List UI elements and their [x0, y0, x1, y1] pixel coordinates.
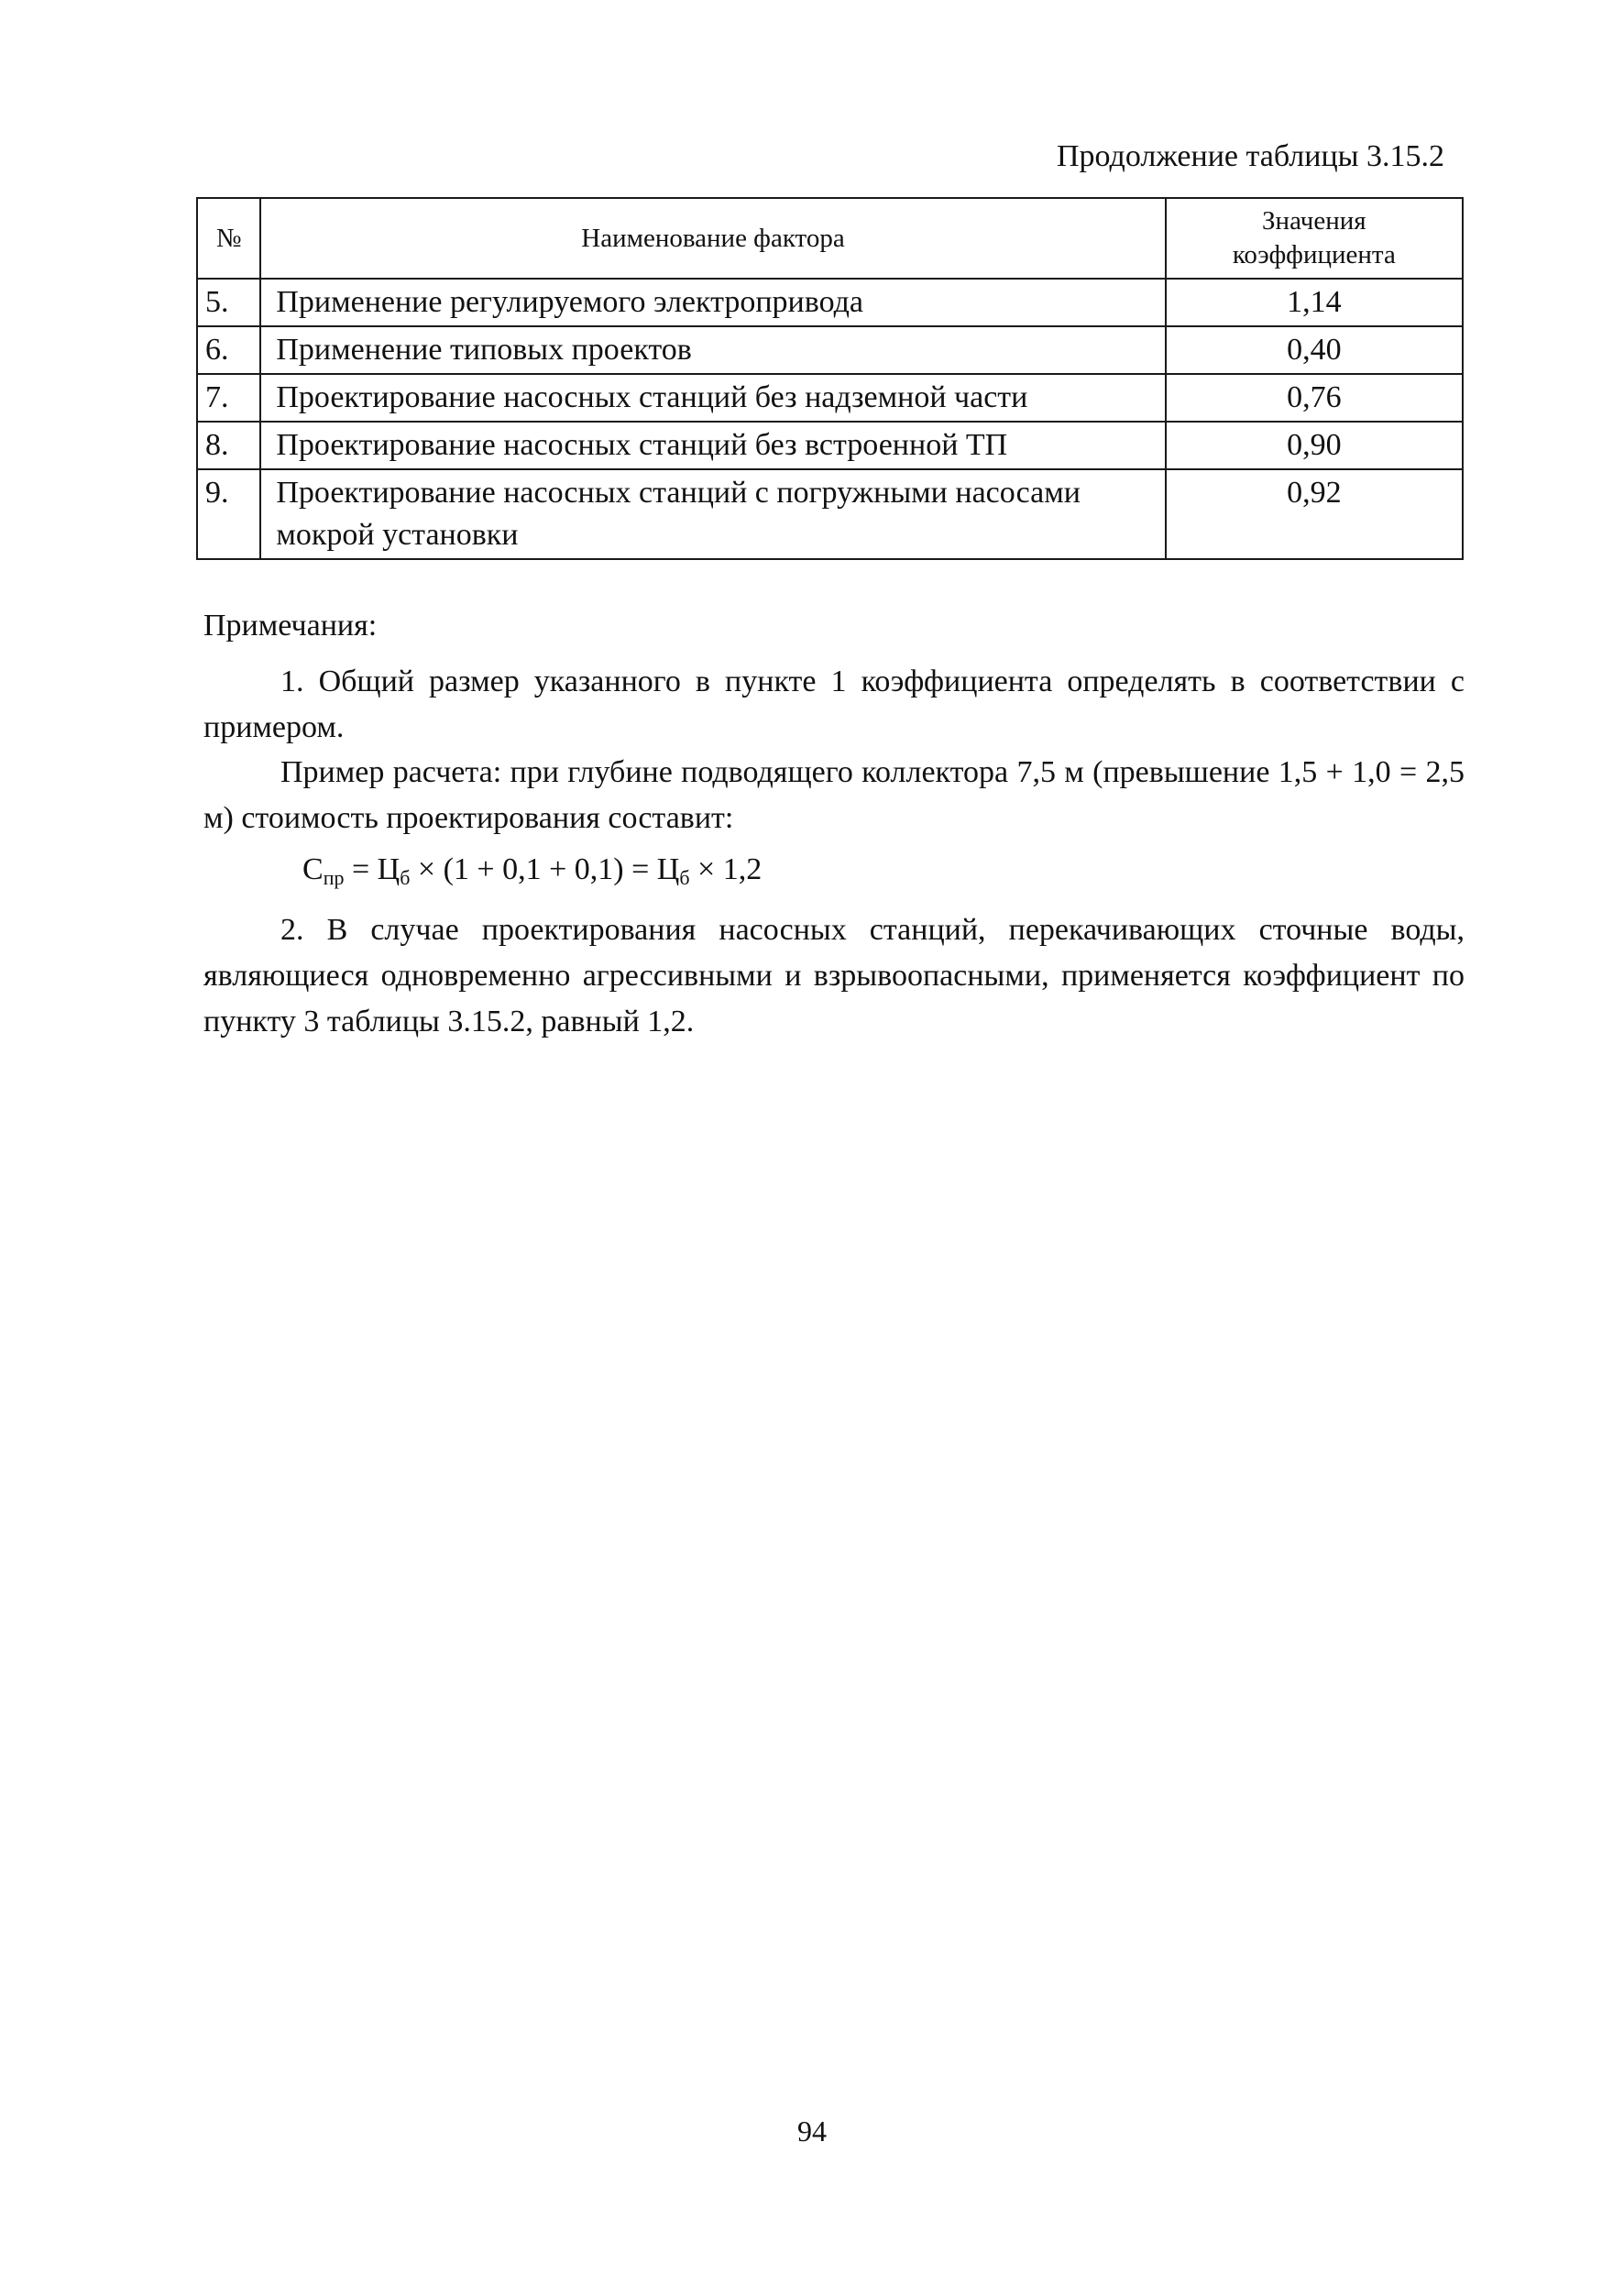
formula-eq1: = Ц	[344, 852, 401, 886]
row-number: 6.	[197, 326, 260, 374]
row-coefficient-value: 0,76	[1166, 374, 1463, 422]
table-row	[197, 279, 1463, 326]
row-coefficient-value: 0,92	[1166, 469, 1463, 559]
row-coefficient-value: 1,14	[1166, 279, 1463, 326]
row-number: 7.	[197, 374, 260, 422]
page-number: 94	[797, 2115, 827, 2148]
header-value-line1: Значения	[1262, 206, 1366, 236]
formula-ts-subscript-1: б	[400, 866, 411, 889]
formula-end: × 1,2	[689, 852, 763, 886]
cost-formula	[302, 847, 762, 901]
row-factor-name: Применение типовых проектов	[260, 326, 1165, 374]
row-coefficient-value: 0,90	[1166, 422, 1463, 469]
notes-heading: Примечания:	[203, 609, 378, 643]
calculation-example: Пример расчета: при глубине подводящего коллектора 7,5 м (превышение 1,5 + 1,0 = 2,5 м) стоимость проектирования составит:	[203, 755, 1465, 835]
formula-ts-subscript-2: б	[679, 866, 690, 889]
row-coefficient-value: 0,40	[1166, 326, 1463, 374]
table-header-row	[197, 198, 1463, 279]
row-number: 5.	[197, 279, 260, 326]
row-number: 9.	[197, 469, 260, 559]
row-factor-name: Проектирование насосных станций с погружными насосами мокрой установки	[260, 469, 1165, 559]
note-paragraph-2: 2. В случае проектирования насосных станций, перекачивающих сточные воды, являющиеся одновременно агрессивными и взрывоопасными, применяется коэффициент по пункту 3 таблицы 3.15.2, равный 1,2.	[203, 913, 1465, 1038]
formula-c-subscript: пр	[323, 866, 345, 889]
row-factor-name: Проектирование насосных станций без встроенной ТП	[260, 422, 1165, 469]
row-factor-name: Применение регулируемого электропривода	[260, 279, 1165, 326]
table-row	[197, 374, 1463, 422]
table-row	[197, 326, 1463, 374]
row-number: 8.	[197, 422, 260, 469]
header-value-line2: коэффициента	[1232, 240, 1396, 269]
table-row	[197, 469, 1463, 559]
coefficient-table	[196, 197, 1464, 560]
formula-c: С	[302, 852, 324, 886]
table-continuation-caption: Продолжение таблицы 3.15.2	[1056, 139, 1444, 173]
header-coefficient-value	[1166, 198, 1463, 279]
header-factor-name: Наименование фактора	[260, 198, 1165, 279]
row-factor-name: Проектирование насосных станций без надземной части	[260, 374, 1165, 422]
formula-mid: × (1 + 0,1 + 0,1) = Ц	[410, 852, 680, 886]
note-paragraph-1: 1. Общий размер указанного в пункте 1 коэффициента определять в соответствии с примером.	[203, 665, 1465, 744]
header-number: №	[197, 198, 260, 279]
table-row	[197, 422, 1463, 469]
